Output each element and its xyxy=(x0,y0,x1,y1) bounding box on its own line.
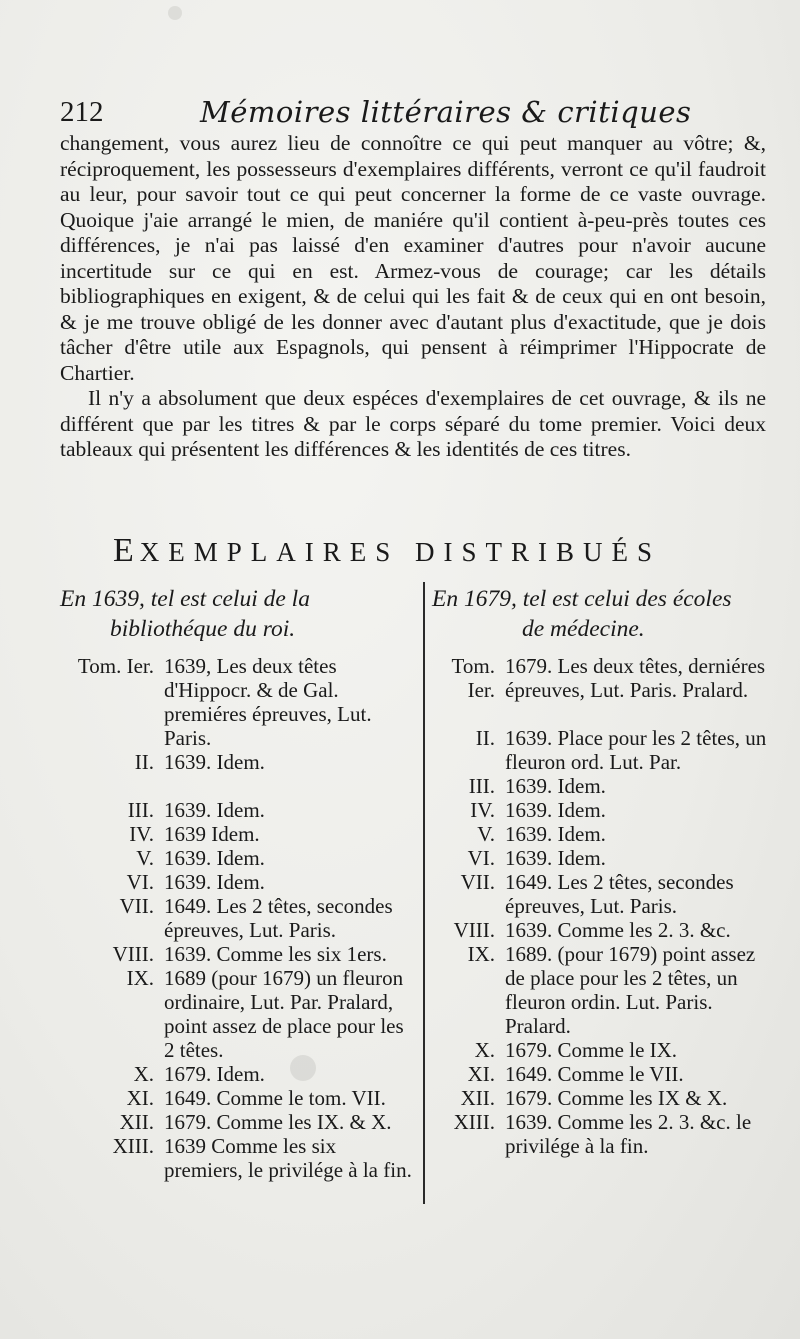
volume-description: 1639. Idem. xyxy=(505,822,606,846)
volume-number: IX. xyxy=(467,942,495,966)
volume-description: 1649. Les 2 têtes, secondes épreuves, Lut. Paris. xyxy=(164,894,393,942)
volume-description: 1639 Idem. xyxy=(164,822,260,846)
volume-description: 1679. Comme les IX. & X. xyxy=(164,1110,392,1134)
volume-entry xyxy=(432,942,772,1038)
volume-description: 1649. Les 2 têtes, secondes épreuves, Lut. Paris. xyxy=(505,870,734,918)
entry-spacer xyxy=(60,774,416,798)
volume-number: IV. xyxy=(129,822,154,846)
volume-number: VI. xyxy=(126,870,154,894)
right-column xyxy=(432,584,772,1158)
volume-entry xyxy=(60,1110,416,1134)
column-divider xyxy=(423,582,425,1204)
volume-number: Tom. Ier. xyxy=(77,654,154,678)
volume-description: 1689 (pour 1679) un fleuron ordinaire, Lut. Par. Pralard, point assez de place pour les 2 têtes. xyxy=(164,966,404,1062)
volume-number: III. xyxy=(468,774,495,798)
volume-description: 1639. Idem. xyxy=(505,846,606,870)
volume-entry xyxy=(432,1038,772,1062)
volume-number: IX. xyxy=(126,966,154,990)
left-heading-line-1: En 1639, tel est celui de la xyxy=(60,586,310,612)
volume-entry xyxy=(432,654,772,702)
section-title-rest: XEMPLAIRES DISTRIBUÉS xyxy=(139,537,662,567)
running-head xyxy=(60,92,760,132)
volume-entry xyxy=(432,846,772,870)
volume-entry xyxy=(60,822,416,846)
volume-number: VII. xyxy=(460,870,495,894)
volume-description: 1639. Idem. xyxy=(164,750,265,774)
volume-number: VI. xyxy=(467,846,495,870)
right-heading-line-2: de médecine. xyxy=(522,616,645,642)
left-heading-line-2: bibliothéque du roi. xyxy=(110,616,296,642)
volume-description: 1679. Les deux têtes, derniéres épreuves, Lut. Paris. Pralard. xyxy=(505,654,766,702)
volume-entry xyxy=(60,894,416,942)
volume-entry xyxy=(60,1134,416,1182)
volume-number: IV. xyxy=(470,798,495,822)
volume-number: XII. xyxy=(119,1110,154,1134)
volume-entry xyxy=(60,654,416,750)
volume-description: 1639. Idem. xyxy=(164,870,265,894)
volume-description: 1689. (pour 1679) point assez de place pour les 2 têtes, un fleuron ordin. Lut. Paris. Pralard. xyxy=(505,942,756,1038)
volume-number: XI. xyxy=(126,1086,154,1110)
volume-number: XII. xyxy=(460,1086,495,1110)
section-title-initial: E xyxy=(113,532,140,569)
volume-entry xyxy=(432,726,772,774)
volume-entry xyxy=(432,822,772,846)
volume-description: 1679. Comme les IX & X. xyxy=(505,1086,728,1110)
volume-description: 1639, Les deux têtes d'Hippocr. & de Gal. premiéres épreuves, Lut. Paris. xyxy=(164,654,372,750)
volume-number: VIII. xyxy=(112,942,154,966)
volume-entry xyxy=(60,942,416,966)
volume-entry xyxy=(432,1086,772,1110)
volume-entry xyxy=(60,1086,416,1110)
volume-entry xyxy=(60,966,416,1062)
running-title: Mémoires littéraires & critiques xyxy=(200,95,692,129)
right-heading-line-1: En 1679, tel est celui des écoles xyxy=(432,586,732,612)
ink-spot xyxy=(168,6,182,20)
volume-description: 1649. Comme le VII. xyxy=(505,1062,684,1086)
volume-number: XIII. xyxy=(453,1110,495,1134)
volume-description: 1639. Idem. xyxy=(505,798,606,822)
volume-description: 1639. Place pour les 2 têtes, un fleuron ord. Lut. Par. xyxy=(505,726,767,774)
volume-entry xyxy=(432,774,772,798)
volume-number: X. xyxy=(474,1038,495,1062)
volume-number: XI. xyxy=(467,1062,495,1086)
volume-number: VII. xyxy=(119,894,154,918)
volume-entry xyxy=(60,798,416,822)
section-title xyxy=(113,532,733,570)
volume-entry xyxy=(60,846,416,870)
volume-entry xyxy=(432,798,772,822)
volume-description: 1639 Comme les six premiers, le privilége à la fin. xyxy=(164,1134,412,1182)
right-column-heading xyxy=(432,584,772,644)
volume-description: 1639. Comme les 2. 3. &c. xyxy=(505,918,731,942)
volume-description: 1679. Idem. xyxy=(164,1062,265,1086)
volume-description: 1639. Comme les six 1ers. xyxy=(164,942,387,966)
volume-description: 1639. Idem. xyxy=(164,798,265,822)
right-entries xyxy=(432,654,772,1158)
volume-description: 1679. Comme le IX. xyxy=(505,1038,678,1062)
volume-description: 1639. Idem. xyxy=(164,846,265,870)
volume-number: XIII. xyxy=(112,1134,154,1158)
volume-description: 1639. Comme les 2. 3. &c. le privilége à la fin. xyxy=(505,1110,752,1158)
volume-number: V. xyxy=(136,846,154,870)
volume-description: 1639. Idem. xyxy=(505,774,606,798)
left-column-heading xyxy=(60,584,416,644)
volume-entry xyxy=(60,750,416,774)
page-number: 212 xyxy=(60,96,104,128)
left-column xyxy=(60,584,416,1182)
volume-entry xyxy=(60,870,416,894)
volume-entry xyxy=(432,870,772,918)
volume-number: II. xyxy=(475,726,495,750)
volume-number: X. xyxy=(133,1062,154,1086)
volume-entry xyxy=(432,1062,772,1086)
body-text xyxy=(60,131,766,463)
volume-entry xyxy=(60,1062,416,1086)
paragraph-1: changement, vous aurez lieu de connoître ce qui peut manquer au vôtre; &, réciproquement, les possesseurs d'exemplaires différents, verront ce qu'il faudroit au leur, pour savoir tout ce qui peut concerner la forme de ce vaste ouvrage. Quoique j'aie arrangé le mien, de maniére qu'il contient à-peu-près toutes ces différences, je n'ai pas laissé d'en examiner d'autres pour n'avoir aucune incertitude sur ce qui en est. Armez-vous de courage; car les détails bibliographiques en exigent, & de celui qui les fait & de ceux qui en ont besoin, & je me trouve obligé de les donner avec d'autant plus d'exactitude, que je dois tâcher d'être utile aux Espagnols, qui pensent à réimprimer l'Hippocrate de Chartier. xyxy=(60,131,766,385)
volume-number: III. xyxy=(127,798,154,822)
volume-number: VIII. xyxy=(453,918,495,942)
left-entries xyxy=(60,654,416,1182)
volume-number: II. xyxy=(134,750,154,774)
volume-entry xyxy=(432,918,772,942)
volume-number: V. xyxy=(477,822,495,846)
volume-description: 1649. Comme le tom. VII. xyxy=(164,1086,386,1110)
paragraph-2: Il n'y a absolument que deux espéces d'exemplaires de cet ouvrage, & ils ne différent que par les titres & par le corps séparé du tome premier. Voici deux tableaux qui présentent les différences & les identités de ces titres. xyxy=(60,386,766,461)
volume-entry xyxy=(432,1110,772,1158)
volume-number: Tom. Ier. xyxy=(451,654,495,702)
entry-spacer xyxy=(432,702,772,726)
